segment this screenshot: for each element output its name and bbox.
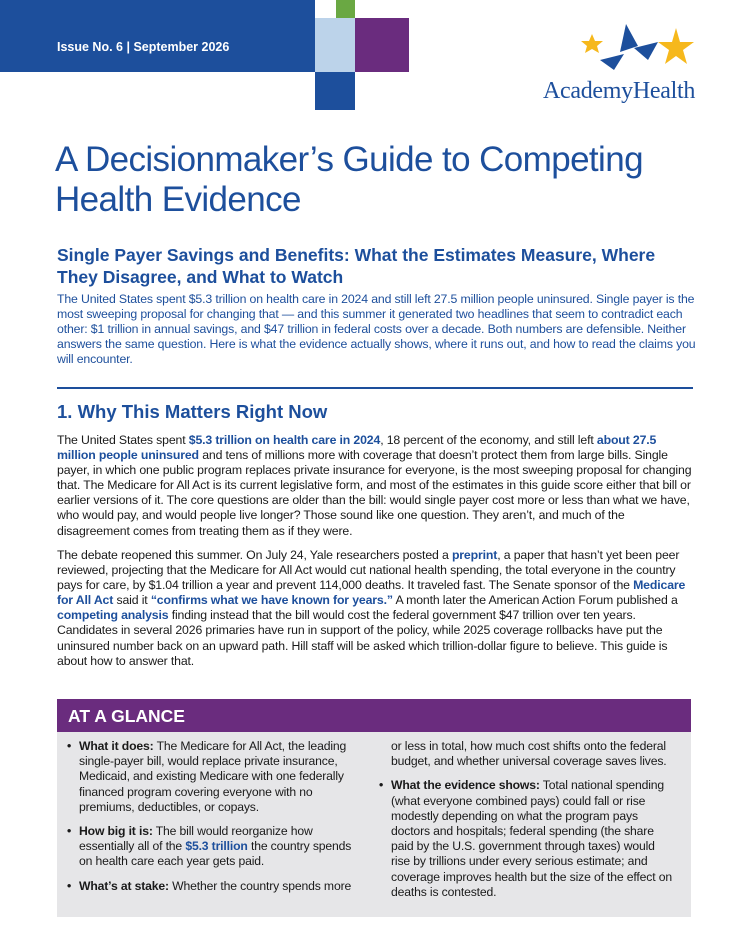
logo-stars-icon bbox=[578, 20, 698, 80]
link-competing-analysis[interactable]: competing analysis bbox=[57, 608, 169, 623]
at-a-glance-box bbox=[57, 699, 691, 917]
at-a-glance-title: AT A GLANCE bbox=[68, 706, 185, 726]
glance-bullet-evidence: • What the evidence shows: Total national spending (what everyone combined pays) could fall or rise modestly depending on what the program pays doctors and hospitals; federal spending (the share paid by the U.S. government through taxes) would rise by trillions under every serious estimate; and coverage improves health but the size of the effect on deaths is contested. bbox=[377, 778, 677, 900]
link-medicare-for-all-act[interactable]: Medicare for All Act bbox=[57, 578, 686, 608]
issue-line: Issue No. 6 | September 2026 bbox=[57, 40, 230, 54]
glance-bullet-how-big: • How big it is: The bill would reorganize how essentially all of the $5.3 trillion the country spends on health care each year gets paid. bbox=[65, 824, 357, 870]
intro-paragraph: The United States spent $5.3 trillion on health care in 2024 and still left 27.5 million people uninsured. Single payer is the most sweeping proposal for changing that — and this summer it generated two headlines that seem to contradict each other: $1 trillion in annual savings, and $47 trillion in federal costs over a decade. Both numbers are defensible. Neither answers the same question. Here is what the evidence actually shows, where it runs out, and how to read the claims you will encounter. bbox=[57, 292, 696, 366]
academyhealth-logo bbox=[540, 20, 700, 105]
glance-bullet-continued: or less in total, how much cost shifts onto the federal budget, and whether universal coverage saves lives. bbox=[391, 739, 667, 769]
page-title: A Decisionmaker’s Guide to Competing Health Evidence bbox=[55, 140, 643, 219]
link-health-spending[interactable]: $5.3 trillion on health care in 2024 bbox=[188, 433, 381, 447]
section-heading: 1. Why This Matters Right Now bbox=[57, 401, 328, 422]
decor-square-blue bbox=[315, 72, 355, 110]
body-paragraph-1: The United States spent $5.3 trillion on health care in 2024, 18 percent of the economy, and still left about 27.5 million people uninsured and tens of millions more with coverage that doesn’t protect them from large bills. Single payer, in which one public program replaces private insurance for everyone, is the most sweeping proposal for changing that. The Medicare for All Act is its current legislative form, and most of the estimates in this guide score either that bill or earlier versions of it. The core questions are older than the bill: would single payer cost more or less than what we have, who would pay, and would people live longer? Those sound like one question. They aren’t, and much of the disagreement comes from treating them as if they were. bbox=[57, 433, 692, 538]
glance-bullet-what-it-does: • What it does: The Medicare for All Act, the leading single-payer bill, would replace private insurance, Medicaid, and existing Medicare with one federally financed program covering everyone with no premiums, deductibles, or copays. bbox=[65, 739, 357, 815]
link-uninsured[interactable]: about 27.5 million people uninsured bbox=[57, 433, 657, 463]
divider-rule bbox=[57, 387, 693, 389]
glance-column-left bbox=[65, 739, 357, 903]
body-paragraph-2: The debate reopened this summer. On July 24, Yale researchers posted a preprint, a paper that hasn’t yet been peer reviewed, projecting that the Medicare for All Act would cut national health spending, the total everyone in the country pays for care, by $1.04 trillion a year and prevent 114,000 deaths. It traveled fast. The Senate sponsor of the Medicare for All Act said it “confirms what we have known for years.” A month later the American Action Forum published a competing analysis finding instead that the bill would cost the federal government $47 trillion over ten years. Candidates in several 2026 primaries have run in support of the policy, while 2025 coverage rollbacks have put the uninsured number back on an upward path. Hill staff will be asked which trillion-dollar figure to believe. This guide is about how to answer that. bbox=[57, 548, 686, 668]
page-subtitle: Single Payer Savings and Benefits: What the Estimates Measure, Where They Disagree, and What to Watch bbox=[57, 245, 656, 287]
sponsor-quote: “confirms what we have known for years.” bbox=[150, 593, 393, 608]
decor-square-purple bbox=[355, 18, 409, 72]
at-a-glance-header bbox=[57, 699, 691, 732]
link-5-3-trillion[interactable]: $5.3 trillion bbox=[185, 839, 248, 854]
link-preprint[interactable]: preprint bbox=[451, 548, 498, 562]
decor-square-green bbox=[336, 0, 355, 18]
header-band bbox=[0, 0, 315, 72]
glance-bullet-whats-at-stake: • What’s at stake: Whether the country spends more bbox=[65, 879, 357, 894]
decor-square-light-blue bbox=[315, 18, 355, 72]
glance-column-right bbox=[377, 739, 677, 909]
logo-text: AcademyHealth bbox=[543, 78, 696, 104]
